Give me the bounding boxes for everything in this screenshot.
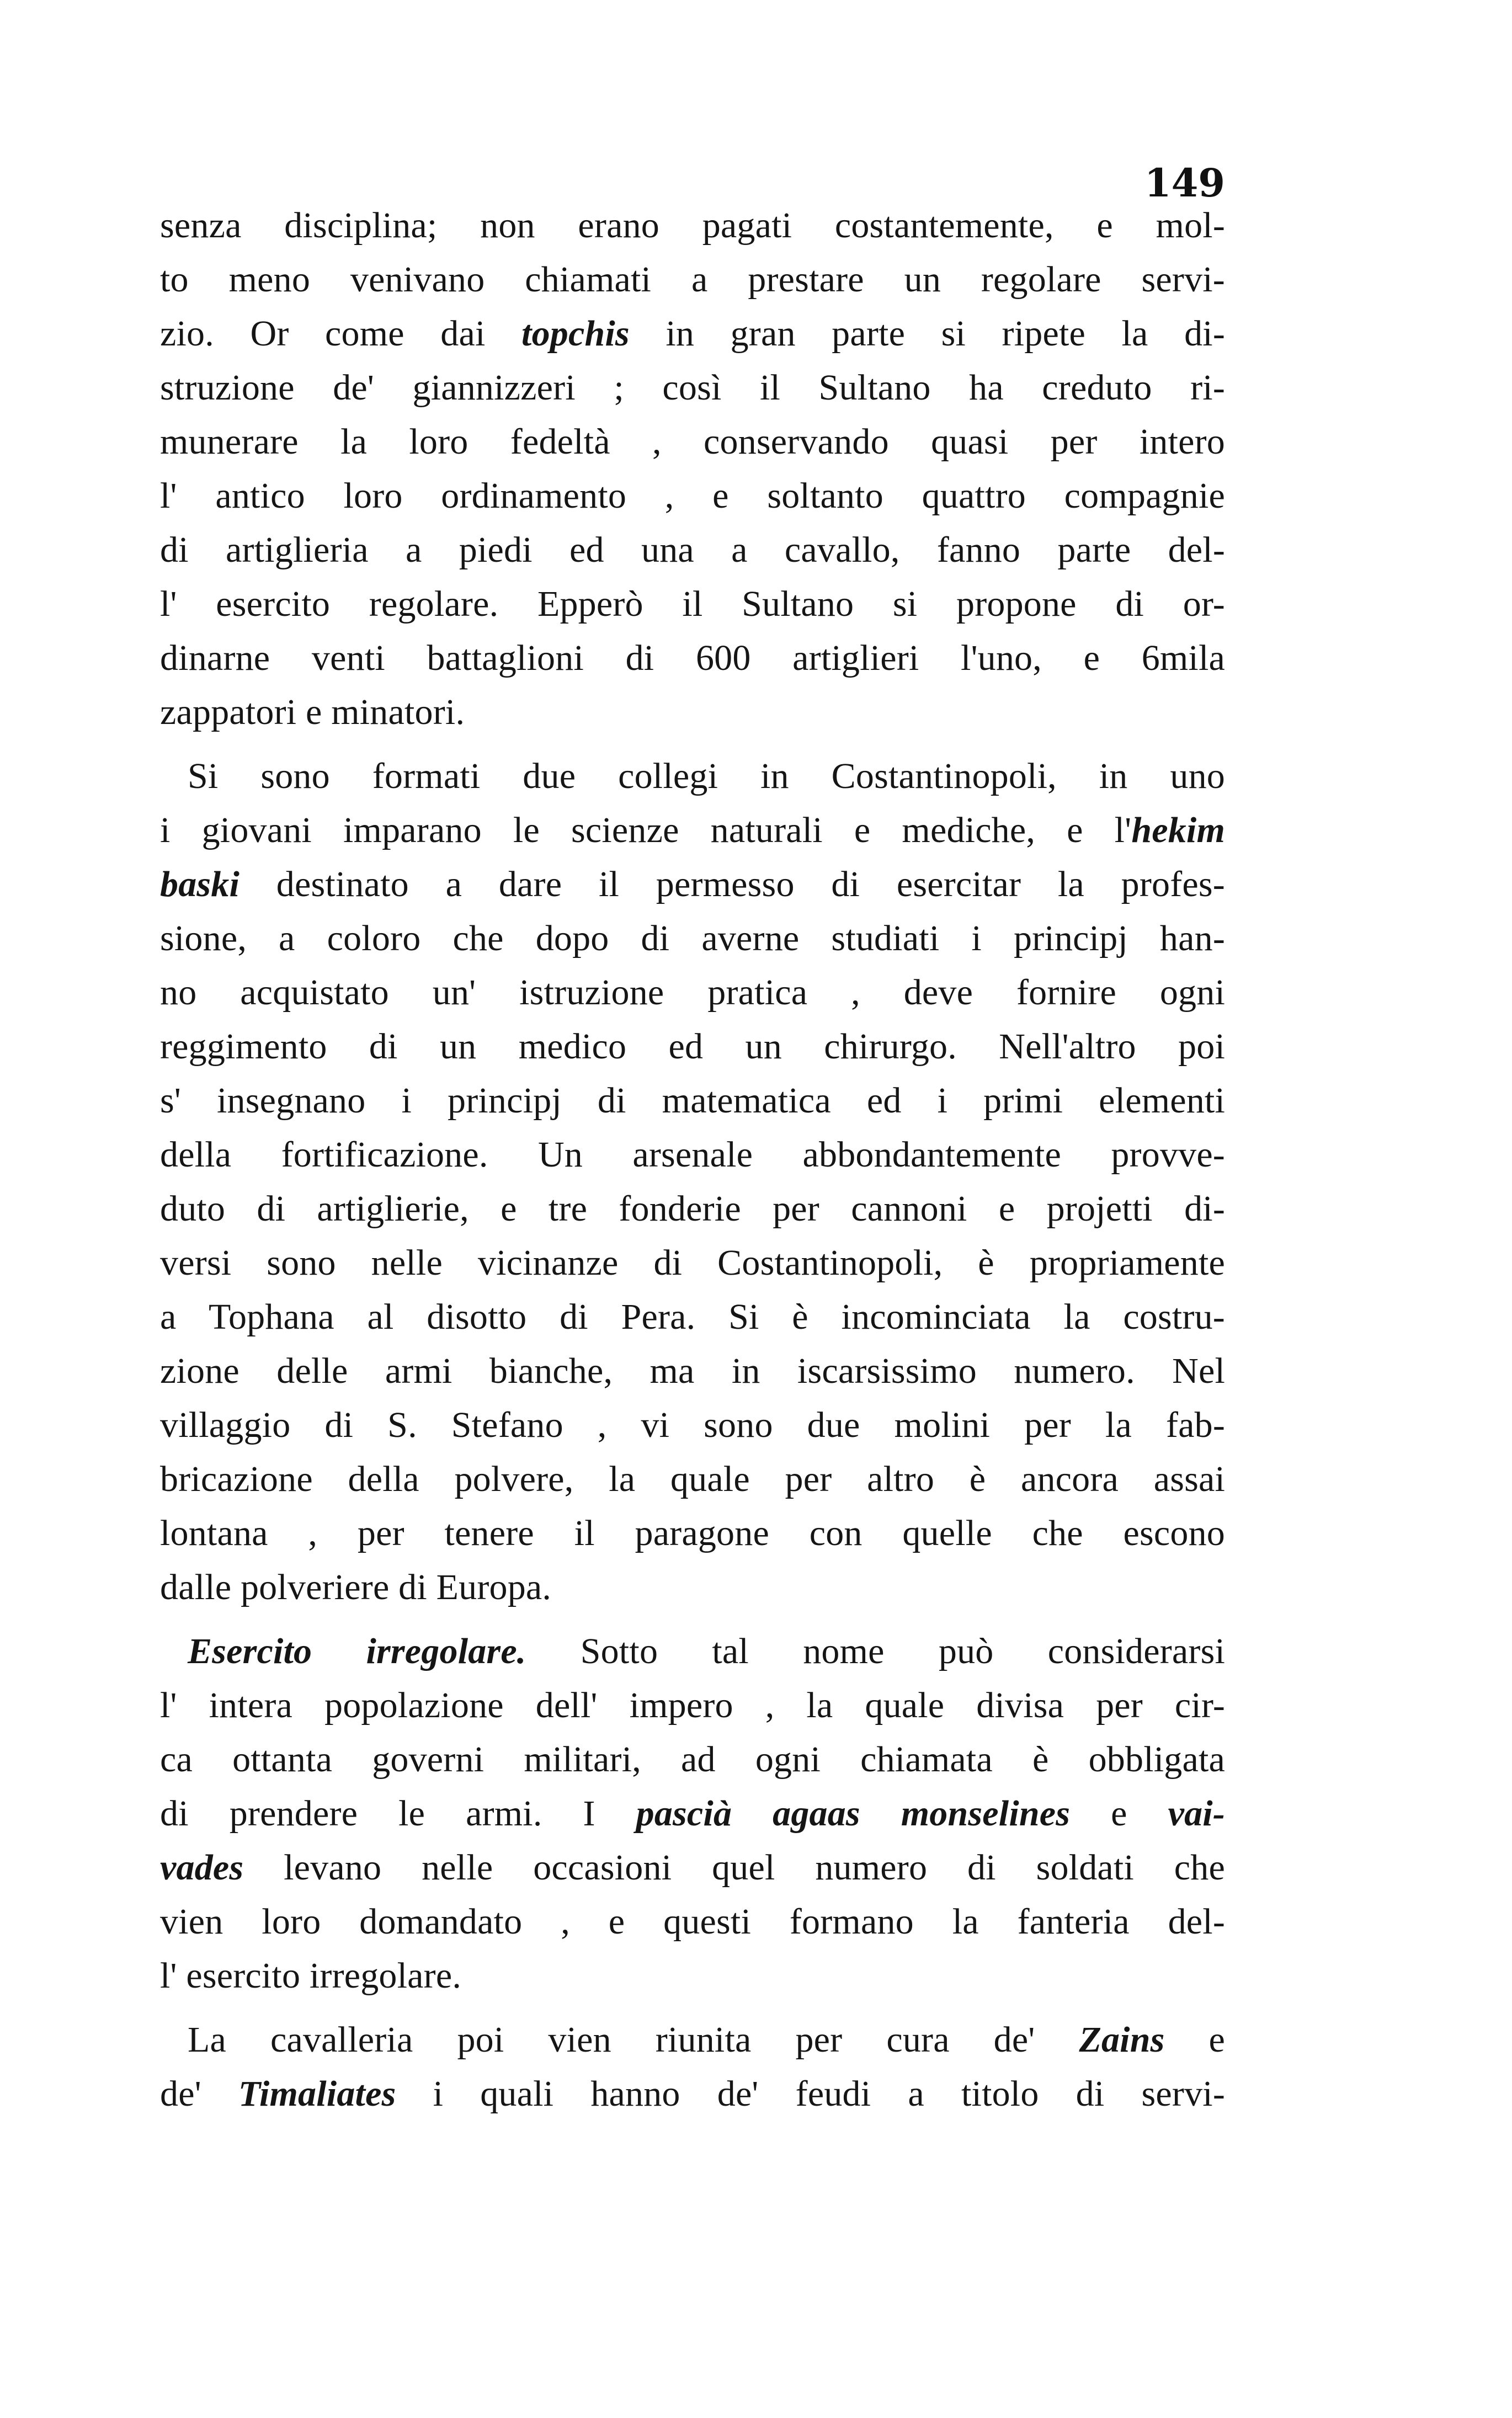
text-segment: to meno venivano chiamati a prestare un regolare servi- bbox=[160, 259, 1225, 300]
text-segment: munerare la loro fedeltà , conservando quasi per intero bbox=[160, 422, 1225, 462]
italic-term: Zains bbox=[1079, 2020, 1165, 2060]
text-segment: bricazione della polvere, la quale per altro è ancora assai bbox=[160, 1459, 1225, 1499]
text-segment: i quali hanno de' feudi a titolo di servi- bbox=[396, 2074, 1225, 2114]
text-line bbox=[160, 1452, 1225, 1506]
text-segment: Sotto tal nome può considerarsi bbox=[526, 1631, 1225, 1671]
text-segment: duto di artiglierie, e tre fonderie per cannoni e projetti di- bbox=[160, 1189, 1225, 1229]
text-line bbox=[160, 361, 1225, 415]
text-segment: villaggio di S. Stefano , vi sono due molini per la fab- bbox=[160, 1405, 1225, 1445]
text-line bbox=[160, 749, 1225, 803]
text-line bbox=[160, 1290, 1225, 1344]
page-number: 149 bbox=[1144, 160, 1225, 206]
text-segment: La cavalleria poi vien riunita per cura de' bbox=[188, 2020, 1079, 2060]
text-segment: versi sono nelle vicinanze di Costantinopoli, è propriamente bbox=[160, 1243, 1225, 1283]
text-segment: l' esercito irregolare. bbox=[160, 1956, 462, 1996]
text-segment: sione, a coloro che dopo di averne studiati i principj han- bbox=[160, 918, 1225, 958]
text-line bbox=[160, 577, 1225, 631]
text-line bbox=[160, 307, 1225, 361]
text-line bbox=[160, 1506, 1225, 1560]
italic-term: Timaliates bbox=[238, 2074, 396, 2114]
text-line bbox=[160, 1074, 1225, 1128]
italic-term: baski bbox=[160, 864, 240, 904]
text-line bbox=[160, 1128, 1225, 1182]
text-segment: l' intera popolazione dell' impero , la quale divisa per cir- bbox=[160, 1685, 1225, 1725]
text-line bbox=[160, 685, 1225, 739]
text-line bbox=[160, 1344, 1225, 1398]
text-line bbox=[160, 2013, 1225, 2067]
italic-term: hekim bbox=[1131, 810, 1225, 850]
text-segment: dalle polveriere di Europa. bbox=[160, 1567, 552, 1607]
text-segment: in gran parte si ripete la di- bbox=[629, 313, 1225, 354]
italic-term: vades bbox=[160, 1847, 244, 1888]
text-line bbox=[160, 1020, 1225, 1074]
text-line bbox=[160, 1733, 1225, 1787]
text-segment: e bbox=[1164, 2020, 1225, 2060]
text-line bbox=[160, 1949, 1225, 2003]
text-segment: zione delle armi bianche, ma in iscarsissimo numero. Nel bbox=[160, 1351, 1225, 1391]
text-segment: reggimento di un medico ed un chirurgo. Nell'altro poi bbox=[160, 1026, 1225, 1067]
text-segment: ca ottanta governi militari, ad ogni chiamata è obbligata bbox=[160, 1739, 1225, 1780]
text-segment: levano nelle occasioni quel numero di soldati che bbox=[243, 1847, 1225, 1888]
text-segment: l' antico loro ordinamento , e soltanto quattro compagnie bbox=[160, 476, 1225, 516]
text-segment: Si sono formati due collegi in Costantinopoli, in uno bbox=[188, 756, 1225, 796]
italic-term: pascià agaas monselines bbox=[636, 1793, 1071, 1834]
text-segment: senza disciplina; non erano pagati costantemente, e mol- bbox=[160, 205, 1225, 246]
text-line bbox=[160, 2067, 1225, 2121]
text-segment: no acquistato un' istruzione pratica , deve fornire ogni bbox=[160, 972, 1225, 1013]
text-line bbox=[160, 253, 1225, 307]
italic-term: vai- bbox=[1168, 1793, 1225, 1834]
text-line bbox=[160, 858, 1225, 912]
text-segment: della fortificazione. Un arsenale abbondantemente provve- bbox=[160, 1135, 1225, 1175]
text-segment: destinato a dare il permesso di esercitar la profes- bbox=[239, 864, 1225, 904]
text-line bbox=[160, 912, 1225, 966]
text-line bbox=[160, 199, 1225, 253]
text-segment: l' esercito regolare. Epperò il Sultano si propone di or- bbox=[160, 584, 1225, 624]
text-line bbox=[160, 631, 1225, 685]
text-segment: di artiglieria a piedi ed una a cavallo, fanno parte del- bbox=[160, 530, 1225, 570]
text-segment: e bbox=[1070, 1793, 1168, 1834]
text-segment: vien loro domandato , e questi formano la fanteria del- bbox=[160, 1902, 1225, 1942]
italic-term: topchis bbox=[521, 313, 630, 354]
text-line bbox=[160, 966, 1225, 1020]
text-segment: i giovani imparano le scienze naturali e mediche, e l' bbox=[160, 810, 1132, 850]
text-line bbox=[160, 469, 1225, 523]
text-segment: lontana , per tenere il paragone con quelle che escono bbox=[160, 1513, 1225, 1553]
text-segment: a Tophana al disotto di Pera. Si è incominciata la costru- bbox=[160, 1297, 1225, 1337]
text-line bbox=[160, 523, 1225, 577]
text-line bbox=[160, 1895, 1225, 1949]
text-line bbox=[160, 1182, 1225, 1236]
italic-term: Esercito irregolare. bbox=[188, 1631, 526, 1671]
body-text bbox=[160, 199, 1225, 2121]
text-line bbox=[160, 1787, 1225, 1841]
text-line bbox=[160, 803, 1225, 858]
text-segment: de' bbox=[160, 2074, 238, 2114]
text-segment: struzione de' giannizzeri ; così il Sultano ha creduto ri- bbox=[160, 368, 1225, 408]
text-line bbox=[160, 1236, 1225, 1290]
text-line bbox=[160, 415, 1225, 469]
text-line bbox=[160, 1625, 1225, 1679]
text-line bbox=[160, 1679, 1225, 1733]
text-segment: zappatori e minatori. bbox=[160, 692, 465, 732]
text-segment: zio. Or come dai bbox=[160, 313, 522, 354]
text-line bbox=[160, 1398, 1225, 1452]
text-line bbox=[160, 1841, 1225, 1895]
text-segment: dinarne venti battaglioni di 600 artiglieri l'uno, e 6mila bbox=[160, 638, 1225, 678]
text-line bbox=[160, 1560, 1225, 1615]
text-segment: s' insegnano i principj di matematica ed i primi elementi bbox=[160, 1080, 1225, 1121]
text-segment: di prendere le armi. I bbox=[160, 1793, 636, 1834]
